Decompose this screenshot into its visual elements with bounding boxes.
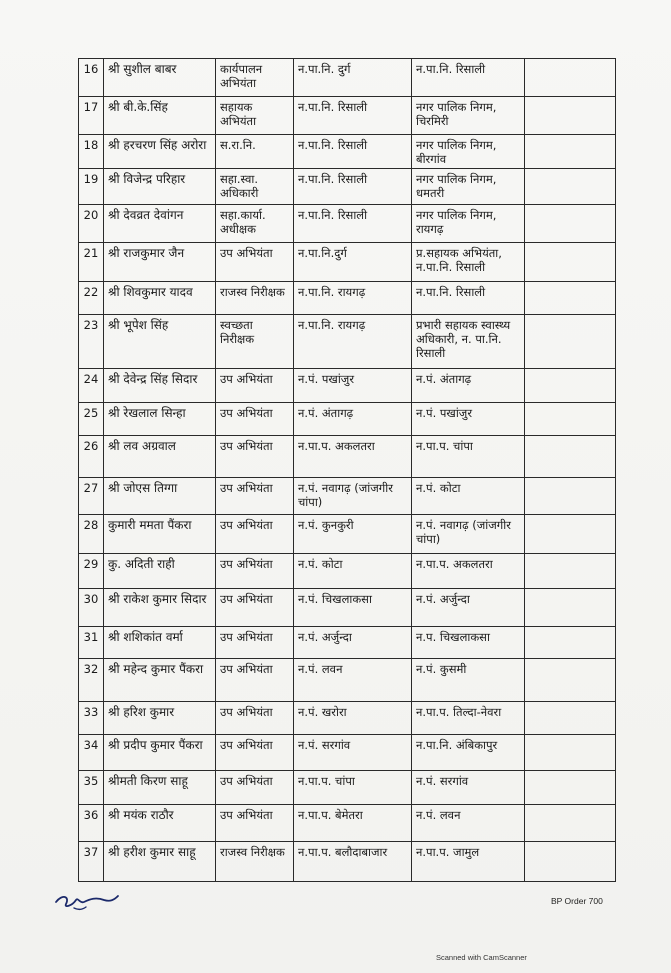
new-posting-cell: न.पा.प. जामुल xyxy=(412,842,525,882)
serial-number-cell: 32 xyxy=(79,659,104,702)
current-posting-cell: न.पा.प. बेमेतरा xyxy=(294,805,412,842)
employee-name-cell: श्री जोएस तिग्गा xyxy=(104,478,216,515)
new-posting-cell: नगर पालिक निगम, धमतरी xyxy=(412,169,525,205)
new-posting-cell: न.पं. कोटा xyxy=(412,478,525,515)
new-posting-cell: न.पा.प. तिल्दा-नेवरा xyxy=(412,702,525,735)
table-row xyxy=(79,282,616,315)
remarks-cell xyxy=(525,589,616,627)
current-posting-cell: न.पं. अर्जुन्दा xyxy=(294,627,412,659)
designation-cell: उप अभियंता xyxy=(216,589,294,627)
employee-name-cell: श्री बी.के.सिंह xyxy=(104,97,216,135)
table-row xyxy=(79,403,616,436)
new-posting-cell: नगर पालिक निगम, चिरमिरी xyxy=(412,97,525,135)
current-posting-cell: न.पं. खरोरा xyxy=(294,702,412,735)
employee-name-cell: श्री सुशील बाबर xyxy=(104,59,216,97)
current-posting-cell: न.पं. नवागढ़ (जांजगीर चांपा) xyxy=(294,478,412,515)
table-row xyxy=(79,205,616,243)
remarks-cell xyxy=(525,842,616,882)
designation-cell: उप अभियंता xyxy=(216,659,294,702)
remarks-cell xyxy=(525,403,616,436)
employee-name-cell: श्री विजेन्द्र परिहार xyxy=(104,169,216,205)
serial-number-cell: 22 xyxy=(79,282,104,315)
serial-number-cell: 27 xyxy=(79,478,104,515)
remarks-cell xyxy=(525,702,616,735)
designation-cell: उप अभियंता xyxy=(216,771,294,805)
serial-number-cell: 28 xyxy=(79,515,104,554)
current-posting-cell: न.पा.नि.दुर्ग xyxy=(294,243,412,282)
remarks-cell xyxy=(525,369,616,403)
table-row xyxy=(79,243,616,282)
designation-cell: स.रा.नि. xyxy=(216,135,294,169)
employee-name-cell: श्री हरीश कुमार साहू xyxy=(104,842,216,882)
serial-number-cell: 35 xyxy=(79,771,104,805)
employee-name-cell: श्री प्रदीप कुमार पैंकरा xyxy=(104,735,216,771)
remarks-cell xyxy=(525,735,616,771)
table-row xyxy=(79,842,616,882)
designation-cell: उप अभियंता xyxy=(216,627,294,659)
new-posting-cell: न.पं. अर्जुन्दा xyxy=(412,589,525,627)
current-posting-cell: न.पा.नि. रायगढ़ xyxy=(294,315,412,369)
new-posting-cell: नगर पालिक निगम, बीरगांव xyxy=(412,135,525,169)
current-posting-cell: न.पं. कुनकुरी xyxy=(294,515,412,554)
employee-name-cell: श्री हरिश कुमार xyxy=(104,702,216,735)
remarks-cell xyxy=(525,627,616,659)
remarks-cell xyxy=(525,515,616,554)
remarks-cell xyxy=(525,135,616,169)
employee-name-cell: श्री देवेन्द्र सिंह सिदार xyxy=(104,369,216,403)
remarks-cell xyxy=(525,243,616,282)
new-posting-cell: न.पं. नवागढ़ (जांजगीर चांपा) xyxy=(412,515,525,554)
new-posting-cell: न.पा.प. अकलतरा xyxy=(412,554,525,589)
new-posting-cell: न.पा.प. चांपा xyxy=(412,436,525,478)
table-row xyxy=(79,735,616,771)
current-posting-cell: न.पा.प. अकलतरा xyxy=(294,436,412,478)
serial-number-cell: 21 xyxy=(79,243,104,282)
remarks-cell xyxy=(525,59,616,97)
new-posting-cell: न.पं. अंतागढ़ xyxy=(412,369,525,403)
new-posting-cell: नगर पालिक निगम, रायगढ़ xyxy=(412,205,525,243)
employee-name-cell: श्री राजकुमार जैन xyxy=(104,243,216,282)
remarks-cell xyxy=(525,659,616,702)
table-row xyxy=(79,59,616,97)
designation-cell: राजस्व निरीक्षक xyxy=(216,842,294,882)
new-posting-cell: न.प. चिखलाकसा xyxy=(412,627,525,659)
remarks-cell xyxy=(525,282,616,315)
table-row xyxy=(79,805,616,842)
designation-cell: राजस्व निरीक्षक xyxy=(216,282,294,315)
remarks-cell xyxy=(525,169,616,205)
designation-cell: उप अभियंता xyxy=(216,515,294,554)
employee-name-cell: श्री भूपेश सिंह xyxy=(104,315,216,369)
designation-cell: उप अभियंता xyxy=(216,436,294,478)
serial-number-cell: 31 xyxy=(79,627,104,659)
serial-number-cell: 17 xyxy=(79,97,104,135)
current-posting-cell: न.पा.नि. रिसाली xyxy=(294,135,412,169)
current-posting-cell: न.पं. लवन xyxy=(294,659,412,702)
current-posting-cell: न.पं. कोटा xyxy=(294,554,412,589)
remarks-cell xyxy=(525,205,616,243)
remarks-cell xyxy=(525,771,616,805)
table-row xyxy=(79,135,616,169)
current-posting-cell: न.पा.नि. दुर्ग xyxy=(294,59,412,97)
new-posting-cell: न.पा.नि. रिसाली xyxy=(412,59,525,97)
signature-mark xyxy=(52,888,122,918)
transfer-table xyxy=(78,58,616,882)
current-posting-cell: न.पं. पखांजुर xyxy=(294,369,412,403)
serial-number-cell: 34 xyxy=(79,735,104,771)
employee-name-cell: श्री रेखलाल सिन्हा xyxy=(104,403,216,436)
current-posting-cell: न.पा.नि. रायगढ़ xyxy=(294,282,412,315)
designation-cell: उप अभियंता xyxy=(216,735,294,771)
serial-number-cell: 26 xyxy=(79,436,104,478)
table-row xyxy=(79,436,616,478)
remarks-cell xyxy=(525,805,616,842)
serial-number-cell: 19 xyxy=(79,169,104,205)
table-row xyxy=(79,627,616,659)
order-reference: BP Order 700 xyxy=(551,896,603,906)
current-posting-cell: न.पा.नि. रिसाली xyxy=(294,169,412,205)
table-row xyxy=(79,169,616,205)
new-posting-cell: प्र.सहायक अभियंता, न.पा.नि. रिसाली xyxy=(412,243,525,282)
serial-number-cell: 23 xyxy=(79,315,104,369)
designation-cell: उप अभियंता xyxy=(216,805,294,842)
designation-cell: उप अभियंता xyxy=(216,478,294,515)
table-row xyxy=(79,554,616,589)
designation-cell: उप अभियंता xyxy=(216,403,294,436)
serial-number-cell: 25 xyxy=(79,403,104,436)
new-posting-cell: न.पा.नि. अंबिकापुर xyxy=(412,735,525,771)
employee-name-cell: श्री राकेश कुमार सिदार xyxy=(104,589,216,627)
table-row xyxy=(79,315,616,369)
remarks-cell xyxy=(525,554,616,589)
serial-number-cell: 16 xyxy=(79,59,104,97)
current-posting-cell: न.पा.नि. रिसाली xyxy=(294,97,412,135)
employee-name-cell: श्री लव अग्रवाल xyxy=(104,436,216,478)
serial-number-cell: 18 xyxy=(79,135,104,169)
current-posting-cell: न.पा.प. बलौदाबाजार xyxy=(294,842,412,882)
designation-cell: कार्यपालन अभियंता xyxy=(216,59,294,97)
remarks-cell xyxy=(525,97,616,135)
designation-cell: सहायक अभियंता xyxy=(216,97,294,135)
employee-name-cell: कु. अदिती राही xyxy=(104,554,216,589)
current-posting-cell: न.पा.प. चांपा xyxy=(294,771,412,805)
designation-cell: उप अभियंता xyxy=(216,554,294,589)
table-row xyxy=(79,515,616,554)
table-row xyxy=(79,771,616,805)
table-row xyxy=(79,97,616,135)
new-posting-cell: न.पं. पखांजुर xyxy=(412,403,525,436)
serial-number-cell: 30 xyxy=(79,589,104,627)
employee-name-cell: श्री हरचरण सिंह अरोरा xyxy=(104,135,216,169)
designation-cell: उप अभियंता xyxy=(216,369,294,403)
employee-name-cell: श्रीमती किरण साहू xyxy=(104,771,216,805)
designation-cell: सहा.स्वा. अधिकारी xyxy=(216,169,294,205)
serial-number-cell: 24 xyxy=(79,369,104,403)
table-row xyxy=(79,478,616,515)
remarks-cell xyxy=(525,436,616,478)
current-posting-cell: न.पा.नि. रिसाली xyxy=(294,205,412,243)
employee-name-cell: कुमारी ममता पैंकरा xyxy=(104,515,216,554)
new-posting-cell: न.पा.नि. रिसाली xyxy=(412,282,525,315)
designation-cell: उप अभियंता xyxy=(216,243,294,282)
serial-number-cell: 33 xyxy=(79,702,104,735)
table-row xyxy=(79,369,616,403)
new-posting-cell: प्रभारी सहायक स्वास्थ्य अधिकारी, न. पा.नि. रिसाली xyxy=(412,315,525,369)
new-posting-cell: न.पं. कुसमी xyxy=(412,659,525,702)
designation-cell: सहा.कार्या. अधीक्षक xyxy=(216,205,294,243)
employee-name-cell: श्री महेन्द कुमार पैंकरा xyxy=(104,659,216,702)
current-posting-cell: न.पं. चिखलाकसा xyxy=(294,589,412,627)
remarks-cell xyxy=(525,478,616,515)
designation-cell: उप अभियंता xyxy=(216,702,294,735)
table-row xyxy=(79,589,616,627)
employee-name-cell: श्री मयंक राठौर xyxy=(104,805,216,842)
serial-number-cell: 36 xyxy=(79,805,104,842)
remarks-cell xyxy=(525,315,616,369)
current-posting-cell: न.पं. सरगांव xyxy=(294,735,412,771)
scanner-watermark: Scanned with CamScanner xyxy=(436,953,527,962)
table-row xyxy=(79,702,616,735)
employee-name-cell: श्री शिवकुमार यादव xyxy=(104,282,216,315)
current-posting-cell: न.पं. अंतागढ़ xyxy=(294,403,412,436)
employee-name-cell: श्री देवव्रत देवांगन xyxy=(104,205,216,243)
new-posting-cell: न.पं. लवन xyxy=(412,805,525,842)
new-posting-cell: न.पं. सरगांव xyxy=(412,771,525,805)
serial-number-cell: 29 xyxy=(79,554,104,589)
designation-cell: स्वच्छता निरीक्षक xyxy=(216,315,294,369)
serial-number-cell: 37 xyxy=(79,842,104,882)
employee-name-cell: श्री शशिकांत वर्मा xyxy=(104,627,216,659)
table-row xyxy=(79,659,616,702)
serial-number-cell: 20 xyxy=(79,205,104,243)
